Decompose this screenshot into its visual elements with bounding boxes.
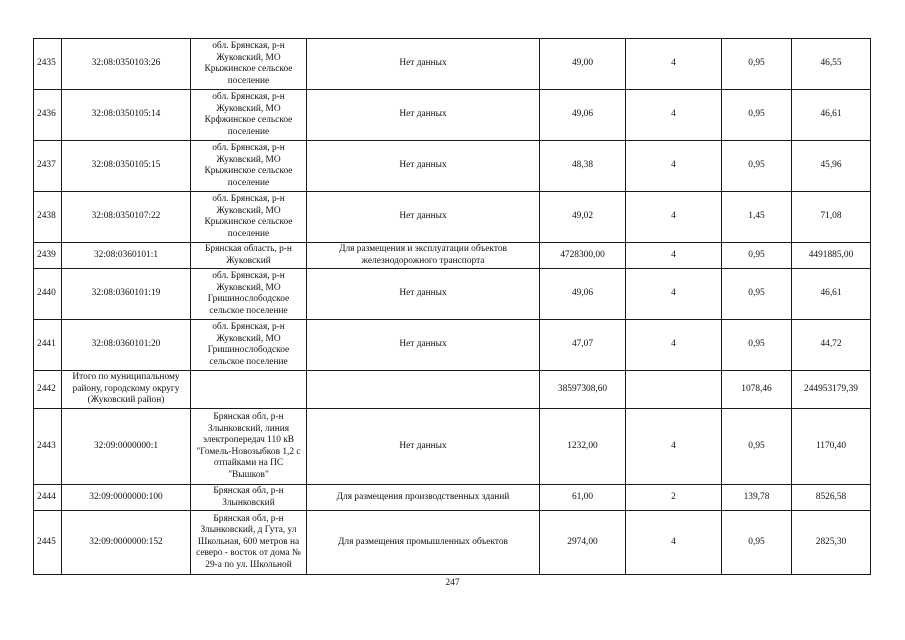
use-group: 4 xyxy=(626,269,722,320)
specific-value: 139,78 xyxy=(722,485,792,511)
use-group: 4 xyxy=(626,243,722,269)
row-number: 2444 xyxy=(34,485,62,511)
area: 4728300,00 xyxy=(540,243,626,269)
cadastral-value: 44,72 xyxy=(792,320,871,371)
row-number: 2443 xyxy=(34,409,62,485)
table-row xyxy=(34,90,871,141)
permitted-use: Нет данных xyxy=(307,192,540,243)
use-group: 4 xyxy=(626,141,722,192)
total-row xyxy=(34,371,871,409)
use-group: 4 xyxy=(626,90,722,141)
total-cadastral-value: 244953179,39 xyxy=(792,371,871,409)
cadastral-number: 32:08:0350103:26 xyxy=(62,39,191,90)
table-row xyxy=(34,320,871,371)
cadastral-value-table xyxy=(33,38,871,575)
cadastral-number: 32:08:0350107:22 xyxy=(62,192,191,243)
cadastral-number: 32:08:0360101:1 xyxy=(62,243,191,269)
area: 49,06 xyxy=(540,90,626,141)
specific-value: 0,95 xyxy=(722,39,792,90)
permitted-use: Нет данных xyxy=(307,39,540,90)
empty-cell xyxy=(307,371,540,409)
specific-value: 0,95 xyxy=(722,90,792,141)
table-row xyxy=(34,39,871,90)
row-number: 2441 xyxy=(34,320,62,371)
permitted-use: Нет данных xyxy=(307,320,540,371)
address: обл. Брянская, р-н Жуковский, МО Крыжинское сельское поселение xyxy=(191,141,307,192)
table-row xyxy=(34,141,871,192)
address: обл. Брянская, р-н Жуковский, МО Гришинослободское сельское поселение xyxy=(191,269,307,320)
specific-value: 1,45 xyxy=(722,192,792,243)
address: Брянская обл, р-н Злынковский xyxy=(191,485,307,511)
cadastral-value: 1170,40 xyxy=(792,409,871,485)
table-row xyxy=(34,269,871,320)
permitted-use: Нет данных xyxy=(307,141,540,192)
cadastral-number: 32:08:0350105:14 xyxy=(62,90,191,141)
area: 47,07 xyxy=(540,320,626,371)
row-number: 2436 xyxy=(34,90,62,141)
permitted-use: Для размещения и эксплуатации объектов железнодорожного транспорта xyxy=(307,243,540,269)
table-row xyxy=(34,485,871,511)
area: 49,06 xyxy=(540,269,626,320)
specific-value: 0,95 xyxy=(722,511,792,575)
cadastral-value: 71,08 xyxy=(792,192,871,243)
cadastral-value: 4491885,00 xyxy=(792,243,871,269)
address: Брянская обл, р-н Злынковский, д Гута, ул Школьная, 600 метров на северо - восток от дома № 29-а по ул. Школьной xyxy=(191,511,307,575)
cadastral-value: 8526,58 xyxy=(792,485,871,511)
table-row xyxy=(34,409,871,485)
address: обл. Брянская, р-н Жуковский, МО Гришинослободское сельское поселение xyxy=(191,320,307,371)
area: 61,00 xyxy=(540,485,626,511)
area: 49,02 xyxy=(540,192,626,243)
table-row xyxy=(34,511,871,575)
specific-value: 0,95 xyxy=(722,243,792,269)
total-specific-value: 1078,46 xyxy=(722,371,792,409)
row-number: 2439 xyxy=(34,243,62,269)
row-number: 2435 xyxy=(34,39,62,90)
area: 2974,00 xyxy=(540,511,626,575)
permitted-use: Для размещения производственных зданий xyxy=(307,485,540,511)
permitted-use: Для размещения промышленных объектов xyxy=(307,511,540,575)
row-number: 2442 xyxy=(34,371,62,409)
use-group: 4 xyxy=(626,320,722,371)
use-group: 2 xyxy=(626,485,722,511)
area: 49,00 xyxy=(540,39,626,90)
cadastral-number: 32:09:0000000:152 xyxy=(62,511,191,575)
table-row xyxy=(34,192,871,243)
area: 48,38 xyxy=(540,141,626,192)
row-number: 2440 xyxy=(34,269,62,320)
specific-value: 0,95 xyxy=(722,320,792,371)
empty-cell xyxy=(626,371,722,409)
cadastral-number: 32:08:0350105:15 xyxy=(62,141,191,192)
address: Брянская область, р-н Жуковский xyxy=(191,243,307,269)
area: 1232,00 xyxy=(540,409,626,485)
table-row xyxy=(34,243,871,269)
use-group: 4 xyxy=(626,409,722,485)
total-label: Итого по муниципальному району, городскому округу (Жуковский район) xyxy=(62,371,191,409)
cadastral-value: 45,96 xyxy=(792,141,871,192)
cadastral-value: 46,61 xyxy=(792,269,871,320)
use-group: 4 xyxy=(626,192,722,243)
address: обл. Брянская, р-н Жуковский, МО Крфжинское сельское поселение xyxy=(191,90,307,141)
cadastral-value: 46,55 xyxy=(792,39,871,90)
cadastral-value: 46,61 xyxy=(792,90,871,141)
page-number: 247 xyxy=(445,578,460,588)
address: обл. Брянская, р-н Жуковский, МО Крыжинское сельское поселение xyxy=(191,39,307,90)
use-group: 4 xyxy=(626,511,722,575)
cadastral-number: 32:08:0360101:19 xyxy=(62,269,191,320)
permitted-use: Нет данных xyxy=(307,90,540,141)
specific-value: 0,95 xyxy=(722,269,792,320)
specific-value: 0,95 xyxy=(722,141,792,192)
cadastral-value: 2825,30 xyxy=(792,511,871,575)
empty-cell xyxy=(191,371,307,409)
address: Брянская обл, р-н Злынковский, линия электропередач 110 кВ "Гомель-Новозыбков 1,2 с отпайками на ПС "Вышков" xyxy=(191,409,307,485)
row-number: 2445 xyxy=(34,511,62,575)
cadastral-number: 32:08:0360101:20 xyxy=(62,320,191,371)
permitted-use: Нет данных xyxy=(307,269,540,320)
total-area: 38597308,60 xyxy=(540,371,626,409)
row-number: 2437 xyxy=(34,141,62,192)
permitted-use: Нет данных xyxy=(307,409,540,485)
cadastral-number: 32:09:0000000:100 xyxy=(62,485,191,511)
cadastral-number: 32:09:0000000:1 xyxy=(62,409,191,485)
specific-value: 0,95 xyxy=(722,409,792,485)
row-number: 2438 xyxy=(34,192,62,243)
address: обл. Брянская, р-н Жуковский, МО Крыжинское сельское поселение xyxy=(191,192,307,243)
use-group: 4 xyxy=(626,39,722,90)
